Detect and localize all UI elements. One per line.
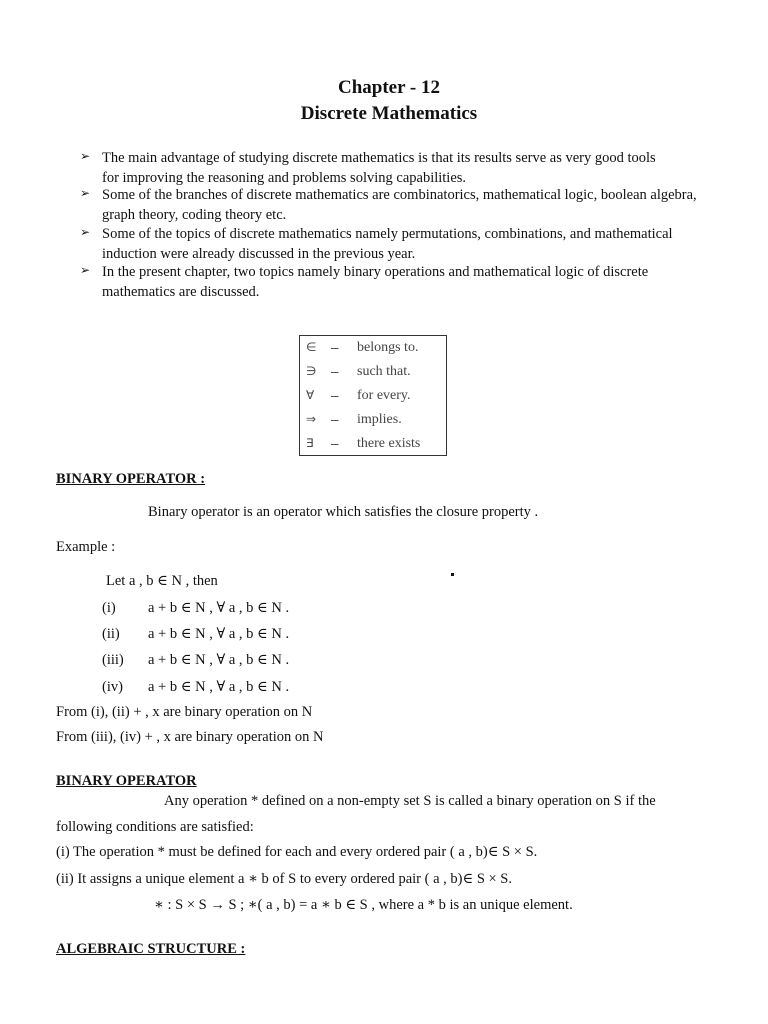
symbol-glyph: ∈ [306,340,317,354]
arrow-bullet-icon: ➢ [80,186,91,200]
symbol-glyph: ∋ [306,364,317,378]
symbol-glyph: ∃ [306,436,314,450]
symbol-row [300,386,446,409]
bullet-text-line: The main advantage of studying discrete mathematics is that its results serve as very good tools [102,150,656,166]
stray-dot [451,573,454,576]
formula-line: ∗ : S × S → S ; ∗( a , b) = a ∗ b ∈ S , where a * b is an unique element. [154,897,573,913]
binary-operator-definition: Binary operator is an operator which satisfies the closure property . [148,504,539,520]
bullet-text-line: for improving the reasoning and problems solving capabilities. [102,169,467,186]
symbol-legend-box [299,335,447,456]
item-expression: a + b ∈ N , ∀ a , b ∈ N . [148,600,290,616]
item-expression: a + b ∈ N , ∀ a , b ∈ N . [148,679,290,695]
symbol-dash: – [331,364,339,379]
symbol-glyph: ⇒ [306,412,317,426]
bullet-text-line: Some of the branches of discrete mathematics are combinatorics, mathematical logic, boolean algebra, [102,187,697,203]
symbol-dash: – [331,412,339,427]
bullet-text-line: induction were already discussed in the previous year. [102,245,416,262]
symbol-dash: – [331,436,339,451]
bullet-text-line: graph theory, coding theory etc. [102,206,287,223]
bullet-text-line: Some of the topics of discrete mathematics namely permutations, combinations, and mathematical [102,226,673,242]
item-number: (iii) [102,652,124,668]
example-label: Example : [56,539,116,555]
item-expression: a + b ∈ N , ∀ a , b ∈ N . [148,652,290,668]
symbol-meaning: implies. [357,412,402,427]
item-number: (ii) [102,626,120,642]
conclusion-line: From (i), (ii) + , x are binary operation on N [56,704,313,720]
symbol-meaning: there exists [357,436,421,451]
symbol-meaning: for every. [357,388,411,403]
chapter-title: Discrete Mathematics [300,103,478,124]
section-heading-algebraic-structure: ALGEBRAIC STRUCTURE : [56,941,246,957]
symbol-row [300,434,446,457]
section-heading-binary-operator: BINARY OPERATOR : [56,471,206,487]
chapter-number: Chapter - 12 [337,77,441,98]
paragraph-line: Any operation * defined on a non-empty set S is called a binary operation on S if the [164,793,656,809]
symbol-row [300,338,446,361]
section-heading-binary-operator-2: BINARY OPERATOR [56,773,197,789]
arrow-bullet-icon: ➢ [80,225,91,239]
symbol-dash: – [331,340,339,355]
arrow-bullet-icon: ➢ [80,263,91,277]
symbol-meaning: belongs to. [357,340,419,355]
conclusion-line: From (iii), (iv) + , x are binary operation on N [56,729,324,745]
example-let-line: Let a , b ∈ N , then [106,573,218,589]
symbol-glyph: ∀ [306,388,315,402]
symbol-row [300,410,446,433]
condition-line: (i) The operation * must be defined for each and every ordered pair ( a , b)∈ S × S. [56,844,538,860]
arrow-bullet-icon: ➢ [80,149,91,163]
symbol-row [300,362,446,385]
symbol-dash: – [331,388,339,403]
bullet-text-line: In the present chapter, two topics namely binary operations and mathematical logic of discrete [102,264,649,280]
paragraph-line: following conditions are satisfied: [56,819,254,835]
item-number: (iv) [102,679,123,695]
condition-line: (ii) It assigns a unique element a ∗ b of S to every ordered pair ( a , b)∈ S × S. [56,871,512,887]
item-number: (i) [102,600,116,616]
bullet-text-line: mathematics are discussed. [102,283,260,300]
symbol-meaning: such that. [357,364,411,379]
item-expression: a + b ∈ N , ∀ a , b ∈ N . [148,626,290,642]
